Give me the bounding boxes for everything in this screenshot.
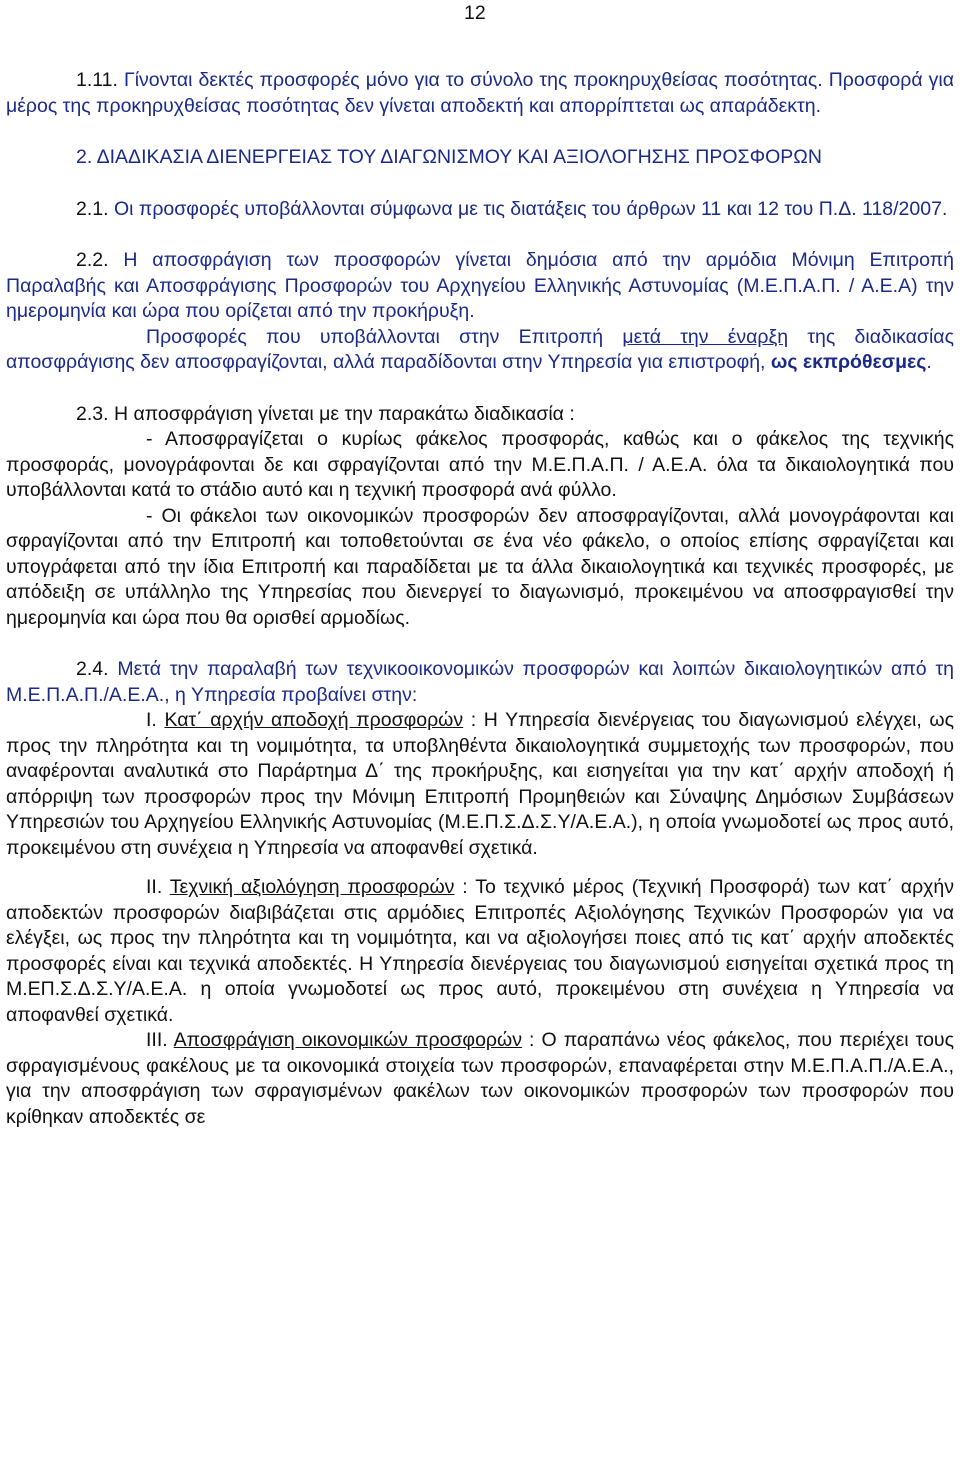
text-run: Προσφορές που υποβάλλονται στην Επιτροπή — [146, 325, 623, 348]
page-number: 12 — [464, 2, 486, 24]
paragraph-2-4 — [6, 657, 954, 708]
item-number: ΙΙ. — [146, 876, 163, 898]
paragraph-1-11 — [6, 68, 954, 119]
item-number: Ι. — [146, 709, 157, 731]
paragraph-number: 1.11. — [76, 69, 118, 91]
item-title: Κατ΄ αρχήν αποδοχή προσφορών — [164, 709, 464, 731]
paragraph-number: 2.1. — [76, 197, 109, 220]
section-title: ΔΙΑΔΙΚΑΣΙΑ ΔΙΕΝΕΡΓΕΙΑΣ ΤΟΥ ΔΙΑΓΩΝΙΣΜΟΥ ΚΑΙ ΑΞΙΟΛΟΓΗΣΗΣ ΠΡΟΣΦΟΡΩΝ — [96, 146, 822, 168]
item-I-initial-acceptance — [6, 708, 954, 861]
text-run: της διαδικασίας αποσφράγισης δεν αποσφραγίζονται, αλλά παραδίδονται στην Υπηρεσία για επιστροφή, — [6, 325, 954, 373]
document-body — [6, 68, 954, 1130]
paragraph-text: Μετά την παραλαβή των τεχνικοοικονομικών προσφορών και λοιπών δικαιολογητικών από τη Μ.Ε.Π.Α.Π./Α.Ε.Α., η Υπηρεσία προβαίνει στην: — [6, 658, 954, 706]
list-item-unseal-main: - Αποσφραγίζεται ο κυρίως φάκελος προσφοράς, καθώς και ο φάκελος της τεχνικής προσφοράς, μονογράφονται δε και σφραγίζονται από την Μ.Ε.Π.Α.Π. / Α.Ε.Α. όλα τα δικαιολογητικά που υποβάλλονται κατά το στάδιο αυτό και η τεχνική προσφορά ανά φύλλο. — [6, 428, 954, 501]
paragraph-number: 2.4. — [76, 658, 109, 680]
item-number: ΙΙΙ. — [146, 1029, 168, 1051]
item-text: : Η Υπηρεσία διενέργειας του διαγωνισμού ελέγχει, ως προς την πληρότητα και τη νομιμότητα, τα υποβληθέντα δικαιολογητικά συμμετοχής των προσφορών, που αναφέρονται αναλυτικά στο Παράρτημα Δ΄ της προκήρυξης, και εισηγείται για την κατ΄ αρχήν αποδοχή ή απόρριψη των προσφορών προς την Μόνιμη Επιτροπή Προμηθειών και Σύναψης Δημόσιων Συμβάσεων Υπηρεσιών του Αρχηγείου Ελληνικής Αστυνομίας (Μ.Ε.Π.Σ.Δ.Σ.Υ/Α.Ε.Α.), η οποία γνωμοδοτεί ως προς αυτό, προκειμένου στη συνέχεια η Υπηρεσία να αποφανθεί σχετικά. — [6, 709, 954, 859]
section-number: 2. — [76, 146, 93, 168]
item-II-technical-evaluation — [6, 875, 954, 1028]
item-text: : Ο παραπάνω νέος φάκελος, που περιέχει τους σφραγισμένους φακέλους με τα οικονομικά στοιχεία των προσφορών, επαναφέρεται στην Μ.Ε.Π.Α.Π./Α.Ε.Α., για την αποσφράγιση των σφραγισμένων φακέλων των οικονομικών προσφορών των προσφορών που κρίθηκαν αποδεκτές σε — [6, 1029, 954, 1128]
underlined-text: μετά την έναρξη — [622, 325, 789, 348]
list-item-financial-envelopes: - Οι φάκελοι των οικονομικών προσφορών δεν αποσφραγίζονται, αλλά μονογράφονται και σφραγίζονται από την Επιτροπή και τοποθετούνται σε ένα νέο φάκελο, ο οποίος επίσης σφραγίζεται και υπογράφεται από την ίδια Επιτροπή και παραδίδεται με τα άλλα δικαιολογητικά και τεχνικές προσφορές, με απόδειξη σε υπάλληλο της Υπηρεσίας που διενεργεί το διαγωνισμό, προκειμένου να αποσφραγισθεί την ημερομηνία και ώρα που θα ορισθεί αρμοδίως. — [6, 504, 954, 629]
paragraph-text: Γίνονται δεκτές προσφορές μόνο για το σύνολο της προκηρυχθείσας ποσότητας. Προσφορά για μέρος της προκηρυχθείσας ποσότητας δεν γίνεται αποδεκτή και απορρίπτεται ως απαράδεκτη. — [6, 69, 955, 117]
text-run: . — [926, 351, 932, 373]
paragraph-text: Η αποσφράγιση των προσφορών γίνεται δημόσια από την αρμόδια Μόνιμη Επιτροπή Παραλαβής και Αποσφράγισης Προσφορών του Αρχηγείου Ελληνικής Αστυνομίας (Μ.Ε.Π.Α.Π. / Α.Ε.Α) την ημερομηνία και ώρα που ορίζεται από την προκήρυξη. — [6, 249, 954, 322]
paragraph-2-3 — [6, 402, 954, 428]
section-heading-2 — [6, 145, 954, 171]
item-title: Αποσφράγιση οικονομικών προσφορών — [173, 1029, 522, 1051]
paragraph-text: Οι προσφορές υποβάλλονται σύμφωνα με τις διατάξεις του άρθρων 11 και 12 του Π.Δ. 118/2007. — [113, 197, 948, 220]
paragraph-number: 2.3. — [76, 402, 109, 425]
item-title: Τεχνική αξιολόγηση προσφορών — [169, 876, 455, 898]
item-text: : Το τεχνικό μέρος (Τεχνική Προσφορά) των κατ΄ αρχήν αποδεκτών προσφορών διαβιβάζεται στις αρμόδιες Επιτροπές Αξιολόγησης Τεχνικών Προσφορών για να ελέγξει, ως προς την πληρότητα και τη νομιμότητα, και να αξιολογήσει ποιες από τις κατ΄ αρχήν αποδεκτές προσφορές είναι και τεχνικά αποδεκτές. Η Υπηρεσία διενέργειας του διαγωνισμού εισηγείται σχετικά προς τη Μ.ΕΠ.Σ.Δ.Σ.Υ/Α.Ε.Α. η οποία γνωμοδοτεί ως προς αυτό, προκειμένου στη συνέχεια η Υπηρεσία να αποφανθεί σχετικά. — [6, 876, 954, 1026]
paragraph-2-2-late-offers — [6, 325, 954, 376]
paragraph-number: 2.2. — [76, 249, 109, 271]
item-III-financial-unsealing — [6, 1028, 954, 1130]
bold-text: ως εκπρόθεσμες — [770, 351, 927, 373]
paragraph-2-1 — [6, 197, 954, 223]
paragraph-text: Η αποσφράγιση γίνεται με την παρακάτω διαδικασία : — [113, 402, 575, 425]
paragraph-2-2 — [6, 248, 954, 325]
